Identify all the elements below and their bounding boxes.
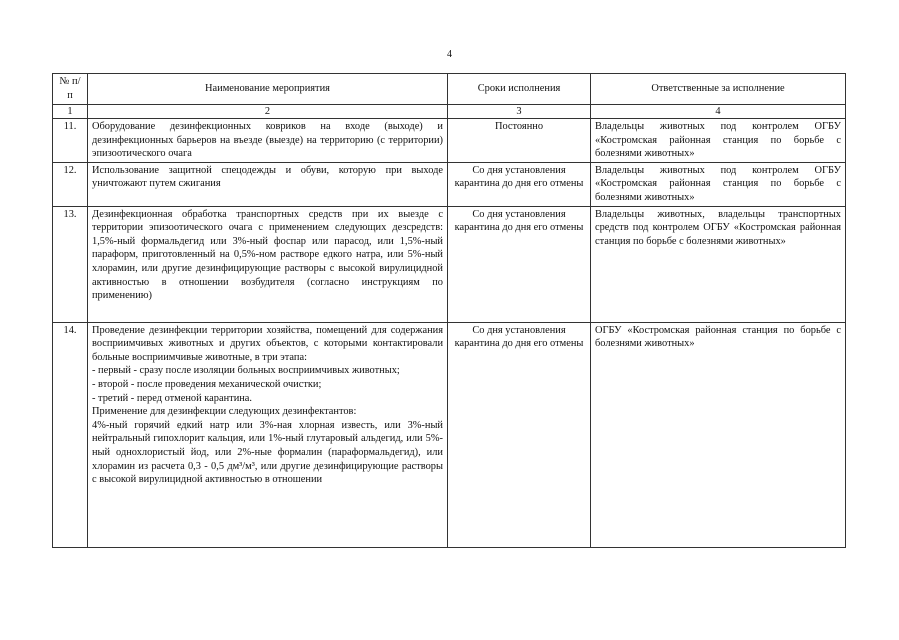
header-deadline: Сроки исполнения xyxy=(448,74,591,105)
measure-responsible: ОГБУ «Костромская районная станция по борьбе с болезнями животных» xyxy=(591,322,846,547)
measure-name-line: Проведение дезинфекции территории хозяйства, помещений для содержания восприимчивых животных и других объектов, с которыми контактировали больные восприимчивые животные, в три этапа: xyxy=(92,324,443,363)
row-number: 12. xyxy=(53,162,88,206)
row-number: 11. xyxy=(53,119,88,163)
header-num: № п/п xyxy=(53,74,88,105)
measure-deadline: Со дня установления карантина до дня его отмены xyxy=(448,162,591,206)
header-name: Наименование мероприятия xyxy=(88,74,448,105)
measure-name-line: - третий - перед отменой карантина. xyxy=(92,392,253,404)
row-number: 13. xyxy=(53,206,88,322)
column-number: 2 xyxy=(88,105,448,119)
measure-name-line: - второй - после проведения механической очистки; xyxy=(92,378,322,390)
header-responsible: Ответственные за исполнение xyxy=(591,74,846,105)
measure-deadline: Со дня установления карантина до дня его отмены xyxy=(448,322,591,547)
column-number-row xyxy=(53,105,846,119)
column-number: 3 xyxy=(448,105,591,119)
measure-name: Использование защитной спецодежды и обуви, которую при выходе уничтожают путем сжигания xyxy=(88,162,448,206)
table-row xyxy=(53,206,846,322)
measure-name-line: - первый - сразу после изоляции больных восприимчивых животных; xyxy=(92,365,400,377)
page-number: 4 xyxy=(447,49,452,60)
column-number: 1 xyxy=(53,105,88,119)
table-row xyxy=(53,322,846,547)
measure-responsible: Владельцы животных под контролем ОГБУ «Костромская районная станция по борьбе с болезнями животных» xyxy=(591,119,846,163)
measure-name-line: 4%-ный горячий едкий натр или 3%-ная хлорная известь, или 3%-ный нейтральный гипохлорит кальция, или 1%-ный глутаровый альдегид, или 5%-ный однохлористый йод, или 2%-ные формалин (параформальдегид), или хлорамин из расчета 0,3 - 0,5 дм³/м³, или другие дезинфицирующие растворы с высокой вирулицидной активностью в отношении xyxy=(92,419,443,486)
table-row xyxy=(53,162,846,206)
measure-name-line: Применение для дезинфекции следующих дезинфектантов: xyxy=(92,406,357,418)
measure-name: Оборудование дезинфекционных ковриков на входе (выходе) и дезинфекционных барьеров на въезде (выезде) на территорию (с территории) эпизоотического очага xyxy=(88,119,448,163)
measures-table xyxy=(52,73,846,548)
measure-responsible: Владельцы животных, владельцы транспортных средств под контролем ОГБУ «Костромская районная станция по борьбе с болезнями животных» xyxy=(591,206,846,322)
row-number: 14. xyxy=(53,322,88,547)
measure-name: Дезинфекционная обработка транспортных средств при их выезде с территории эпизоотического очага с применением следующих дезсредств: 1,5%-ный формальдегид или 3%-ный фоспар или парасод, или 1,5%-ный параформ, приготовленный на 0,5%-ном растворе едкого натра, или 5%-ный хлорамин, или другие дезинфицирующие растворы с высокой вирулицидной активностью в отношении возбудителя (согласно инструкциям по применению) xyxy=(88,206,448,322)
measure-deadline: Со дня установления карантина до дня его отмены xyxy=(448,206,591,322)
measure-name xyxy=(88,322,448,547)
column-number: 4 xyxy=(591,105,846,119)
measure-responsible: Владельцы животных под контролем ОГБУ «Костромская районная станция по борьбе с болезнями животных» xyxy=(591,162,846,206)
table-row xyxy=(53,119,846,163)
measure-deadline: Постоянно xyxy=(448,119,591,163)
table-header-row xyxy=(53,74,846,105)
